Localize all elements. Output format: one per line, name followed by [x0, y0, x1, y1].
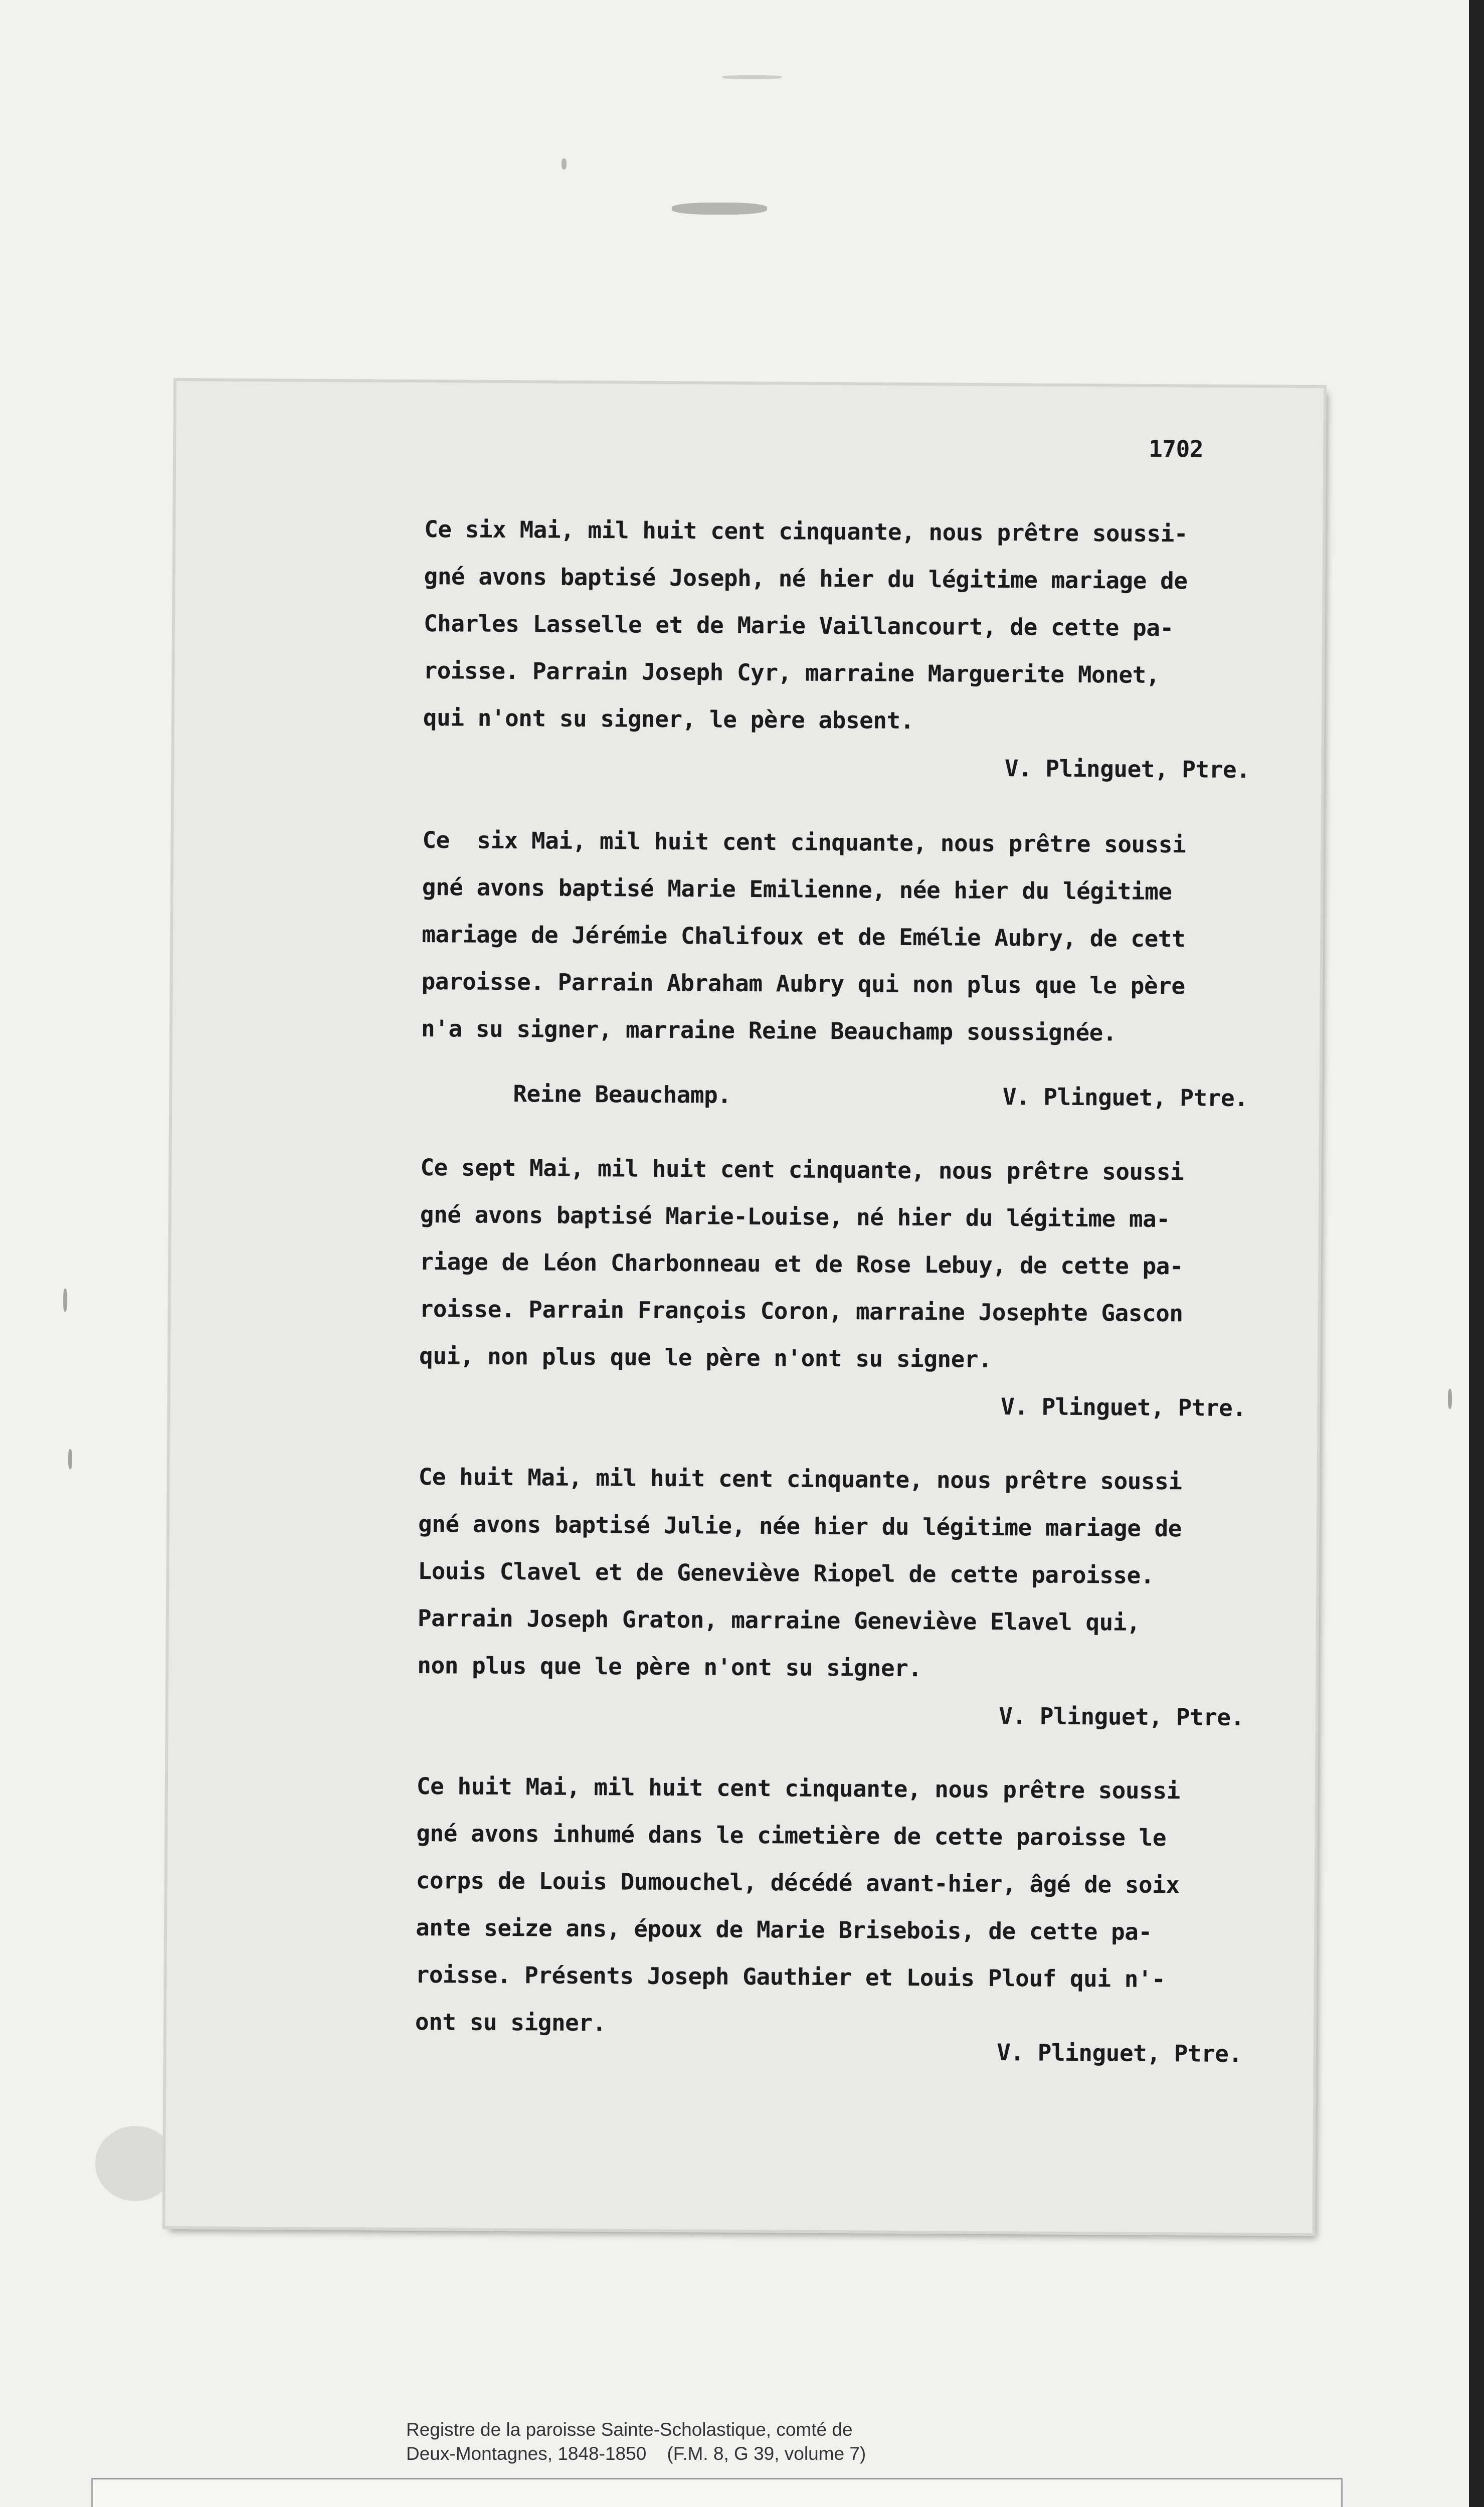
film-blemish [672, 203, 767, 215]
entry-line: Ce six Mai, mil huit cent cinquante, nous prêtre soussi [422, 826, 1186, 858]
entry-line: qui, non plus que le père n'ont su signer. [419, 1342, 992, 1373]
entry-line: Ce sept Mai, mil huit cent cinquante, nous prêtre soussi [420, 1154, 1184, 1186]
archive-label-card [91, 2478, 1343, 2507]
entry-line: Louis Clavel et de Geneviève Riopel de cette paroisse. [418, 1557, 1155, 1589]
entry-line: Ce huit Mai, mil huit cent cinquante, nous prêtre soussi [416, 1772, 1180, 1805]
film-edge-right [1469, 0, 1484, 2507]
entry-line: gné avons inhumé dans le cimetière de cette paroisse le [416, 1819, 1167, 1852]
page-number: 1702 [1149, 435, 1204, 463]
entry-line: gné avons baptisé Joseph, né hier du légitime mariage de [424, 563, 1188, 595]
baptism-entry-joseph [423, 505, 1251, 793]
entry-line: Charles Lasselle et de Marie Vaillancourt, de cette pa- [423, 610, 1174, 642]
entry-line: gné avons baptisé Marie Emilienne, née hier du légitime [422, 873, 1172, 906]
typed-register-page [165, 381, 1324, 2233]
priest-signature: V. Plinguet, Ptre. [1004, 755, 1250, 784]
burial-entry-louis-dumouchel [415, 1762, 1244, 2077]
entry-line: Ce huit Mai, mil huit cent cinquante, nous prêtre soussi [418, 1463, 1182, 1495]
priest-signature: V. Plinguet, Ptre. [997, 2039, 1242, 2068]
entry-line: n'a su signer, marraine Reine Beauchamp soussignée. [421, 1015, 1117, 1046]
baptism-entry-marie-emilienne [421, 816, 1250, 1057]
film-blemish [68, 1449, 72, 1469]
signature-row [513, 1070, 1248, 1122]
entry-line: mariage de Jérémie Chalifoux et de Emélie Aubry, de cett [422, 921, 1186, 953]
film-blemish [1448, 1389, 1452, 1409]
entry-line: non plus que le père n'ont su signer. [417, 1651, 922, 1682]
entry-line: paroisse. Parrain Abraham Aubry qui non plus que le père [421, 968, 1185, 1000]
priest-signature: V. Plinguet, Ptre. [1002, 1083, 1248, 1112]
godmother-signature: Reine Beauchamp. [513, 1080, 731, 1109]
entry-line: qui n'ont su signer, le père absent. [423, 704, 914, 734]
film-blemish [95, 2126, 175, 2201]
film-blemish [63, 1289, 67, 1312]
entry-line: riage de Léon Charbonneau et de Rose Lebuy, de cette pa- [420, 1247, 1184, 1280]
entry-line: Ce six Mai, mil huit cent cinquante, nous prêtre soussi- [424, 515, 1188, 548]
citation-line: Deux-Montagnes, 1848-1850 (F.M. 8, G 39, volume 7) [406, 2443, 866, 2464]
entry-line: ont su signer. [415, 2008, 606, 2037]
baptism-entry-marie-louise [419, 1144, 1247, 1431]
film-blemish [562, 158, 567, 169]
entry-line: gné avons baptisé Marie-Louise, né hier du légitime ma- [420, 1200, 1170, 1233]
baptism-entry-julie [417, 1453, 1246, 1741]
entry-line: Parrain Joseph Graton, marraine Geneviève Elavel qui, [417, 1604, 1141, 1636]
film-blemish [722, 75, 782, 79]
register-citation [406, 2418, 866, 2466]
citation-line: Registre de la paroisse Sainte-Scholastique, comté de [406, 2419, 853, 2440]
entry-line: ante seize ans, époux de Marie Brisebois, de cette pa- [416, 1913, 1152, 1945]
entry-line: gné avons baptisé Julie, née hier du légitime mariage de [418, 1510, 1182, 1542]
priest-signature: V. Plinguet, Ptre. [1000, 1393, 1246, 1422]
entry-line: roisse. Parrain François Coron, marraine Josephte Gascon [419, 1295, 1183, 1327]
entry-line: corps de Louis Dumouchel, décédé avant-hier, âgé de soix [416, 1866, 1180, 1899]
priest-signature: V. Plinguet, Ptre. [999, 1702, 1244, 1731]
entry-line: roisse. Parrain Joseph Cyr, marraine Marguerite Monet, [423, 657, 1160, 688]
entry-line: roisse. Présents Joseph Gauthier et Louis Plouf qui n'- [415, 1960, 1166, 1993]
